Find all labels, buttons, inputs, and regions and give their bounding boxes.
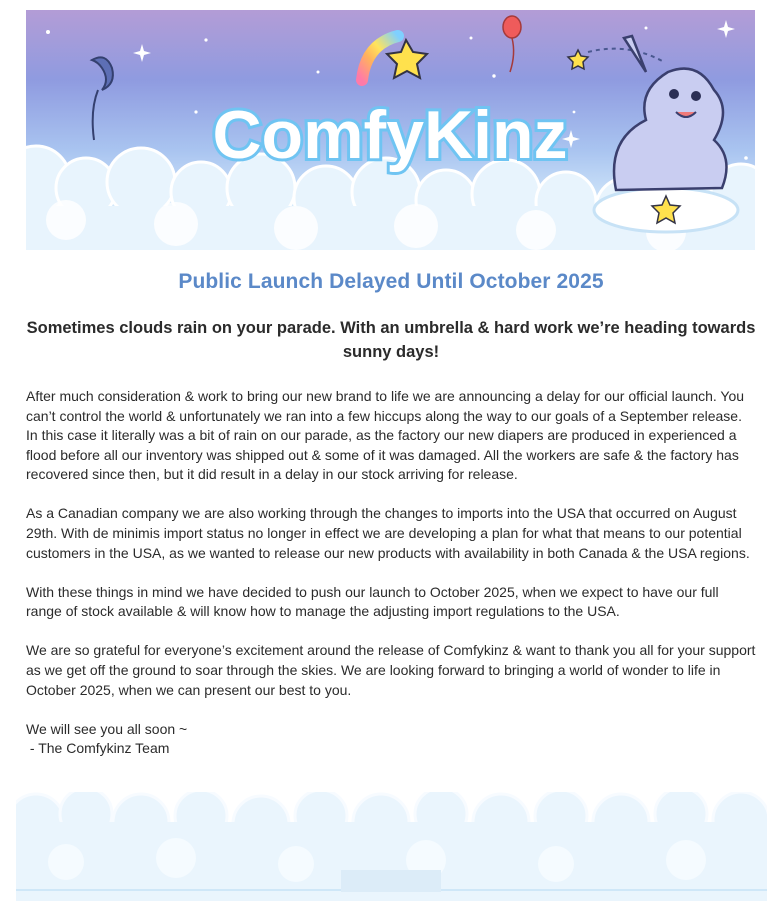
paragraph-thank-you: We are so grateful for everyone’s excitement around the release of Comfykinz & want to thank you all for your support as we get off the ground to soar through the skies. We are looking forward to bringing a world of wonder to life in October 2025, when we can present our best to you.	[26, 642, 756, 698]
signoff-team: - The Comfykinz Team	[26, 740, 170, 757]
footer-cloud-illustration	[16, 792, 767, 901]
header-banner	[26, 10, 755, 250]
banner-illustration	[26, 10, 755, 250]
paragraph-usa-imports: As a Canadian company we are also working through the changes to imports into the USA that occurred on August 29th. With de minimis import status no longer in effect we are developing a plan for what that means to our potential customers in the USA, as we wanted to release our new products with availability in both Canada & the USA regions.	[26, 505, 750, 561]
announcement-subtitle: Sometimes clouds rain on your parade. With an umbrella & hard work we’re heading towards sunny days!	[26, 319, 756, 361]
announcement-body	[26, 387, 756, 700]
footer-clouds	[16, 792, 767, 901]
signoff-line: We will see you all soon ~	[26, 720, 188, 737]
logo-text: ComfyKinz	[212, 97, 568, 173]
announcement-title: Public Launch Delayed Until October 2025	[178, 270, 604, 293]
paragraph-new-date: With these things in mind we have decided to push our launch to October 2025, when we expect to have our full range of stock available & will know how to manage the adjusting import regulations to the USA.	[26, 583, 719, 620]
announcement-content	[26, 270, 756, 759]
paragraph-launch-delay: After much consideration & work to bring our new brand to life we are announcing a delay for our official launch. You can’t control the world & unfortunately we ran into a few hiccups along the way to our goals of a September release. In this case it literally was a bit of rain on our parade, as the factory our new diapers are produced in experienced a flood before all our inventory was shipped out & some of it was damaged. All the workers are safe & the factory has recovered since then, but it did result in a delay in our stock arriving for release.	[26, 388, 745, 483]
signoff	[26, 720, 756, 759]
